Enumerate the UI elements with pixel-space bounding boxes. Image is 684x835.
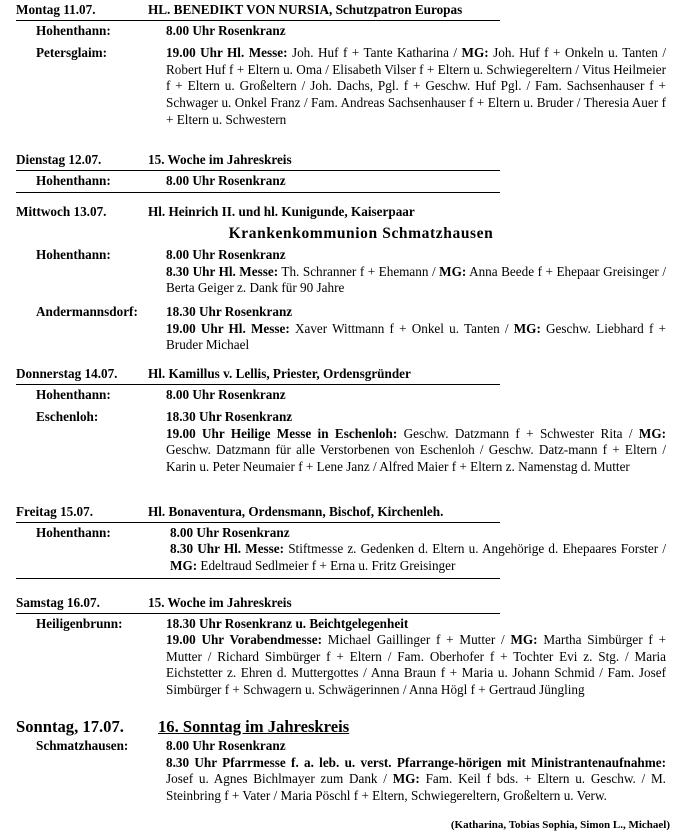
place-row: [16, 616, 666, 699]
entry-mg: MG:: [461, 45, 489, 61]
entry-time: 8.00 Uhr Rosenkranz: [166, 738, 286, 753]
place-name: Schmatzhausen:: [36, 738, 129, 753]
entry-text: Geschw. Datzmann f + Schwester Rita /: [397, 425, 639, 441]
entry-text: Fam. Keil f bds. + Eltern u. Geschw. / M. Steinbring f + Vater / Maria Pöschl f + Eltern, Schwiegereltern, Großeltern u. Verw.: [166, 771, 666, 803]
day-feast: 15. Woche im Jahreskreis: [148, 152, 292, 167]
entry-text: Martha Simbürger f + Mutter / Richard Simbürger f + Eltern / Fam. Oberhofer f + Tochter Evi z. Stg. / Maria Eichstetter z. Ehren d. Muttergottes / Anna Braun f + Maria u. Johann Schmid / Fam. Josef Simbürger f + Schwagern u. Schwägerinnen / Anna Högl f + Gertraud Jüngling: [166, 632, 667, 697]
day-header: [16, 204, 500, 222]
entry-text: Joh. Huf f + Tante Katharina /: [287, 45, 462, 61]
entry-text: Stiftmesse z. Gedenken d. Eltern u. Angehörige d. Ehepaares Forster /: [284, 541, 666, 557]
entry-time: 19.00 Uhr Hl. Messe:: [166, 45, 288, 61]
entry-time: 18.30 Uhr Rosenkranz: [166, 409, 293, 425]
entry: [166, 304, 666, 321]
entry: [166, 616, 666, 633]
entry-text: Josef u. Agnes Bichlmayer zum Dank /: [166, 771, 393, 787]
place-row: [16, 45, 666, 128]
entry: [166, 738, 666, 755]
day-feast: Hl. Kamillus v. Lellis, Priester, Ordensgründer: [148, 366, 411, 381]
place-row: [16, 173, 666, 190]
entry-mg: MG:: [439, 263, 467, 279]
day-dienstag: [16, 152, 666, 193]
day-date: Montag 11.07.: [16, 2, 96, 17]
place-entries: [166, 173, 666, 190]
day-sonntag: [16, 717, 666, 804]
entry: [166, 173, 666, 190]
place-name: Heiligenbrunn:: [36, 615, 123, 631]
day-header: [16, 504, 500, 523]
place-row: [16, 23, 666, 40]
entry-mg: MG:: [510, 632, 538, 648]
entry-text: Geschw. Liebhard f + Bruder Michael: [166, 320, 666, 353]
place-row: [16, 247, 666, 297]
entry: [166, 45, 666, 128]
place-entries: [166, 304, 666, 354]
day-montag: [16, 2, 666, 128]
day-feast: Hl. Heinrich II. und hl. Kunigunde, Kaiserpaar: [148, 204, 415, 219]
entry-text: Edeltraud Sedlmeier f + Erna u. Fritz Greisinger: [197, 557, 456, 573]
day-feast: 15. Woche im Jahreskreis: [148, 595, 292, 610]
entry-mg: MG:: [513, 320, 541, 336]
entry-text: Xaver Wittmann f + Onkel u. Tanten /: [289, 320, 514, 336]
entry-text: Anna Beede f + Ehepaar Greisinger / Berta Geiger z. Dank für 90 Jahre: [166, 263, 666, 296]
entry: [166, 321, 666, 354]
entry-mg: MG:: [170, 557, 198, 573]
place-entries: [170, 525, 666, 575]
place-row: [16, 409, 666, 475]
day-date: Sonntag, 17.07.: [16, 717, 124, 736]
entry-time: 19.00 Uhr Hl. Messe:: [166, 320, 290, 336]
day-header: [16, 595, 500, 614]
place-row: [16, 304, 666, 354]
entry-time: 8.00 Uhr Rosenkranz: [166, 172, 286, 188]
place-name: Petersglaim:: [36, 45, 108, 61]
place-name: Hohenthann:: [36, 172, 111, 188]
entry-time: 8.30 Uhr Hl. Messe:: [170, 541, 285, 557]
entry: [166, 632, 666, 698]
place-entries: [166, 738, 666, 804]
day-header: [16, 152, 500, 171]
entry: [166, 264, 666, 297]
entry-mg: MG:: [392, 771, 420, 787]
entry-mg: MG:: [638, 425, 667, 441]
day-mittwoch: [16, 204, 666, 354]
day-header: [16, 366, 500, 385]
footer-ministrant-names: (Katharina, Tobias Sophia, Simon L., Michael): [450, 819, 670, 831]
entry-time: 8.00 Uhr Rosenkranz: [166, 247, 286, 263]
entry: [166, 23, 666, 40]
entry: [170, 541, 666, 574]
entry: [166, 426, 666, 476]
day-date: Samstag 16.07.: [16, 595, 100, 610]
entry-text: Geschw. Datzmann für alle Verstorbenen von Eschenloh / Geschw. Datz-mann f + Eltern / Karin u. Peter Neumaier f + Lene Janz / Alfred Maier f + Eltern z. Namenstag d. Mutter: [166, 442, 666, 474]
place-entries: [166, 387, 666, 404]
day-donnerstag: [16, 366, 666, 476]
place-name: Hohenthann:: [36, 22, 111, 38]
entry-text: Michael Gaillinger f + Mutter /: [322, 632, 511, 648]
day-date: Mittwoch 13.07.: [16, 204, 107, 219]
entry-text: Joh. Huf f + Onkeln u. Tanten / Robert Huf f + Eltern u. Oma / Elisabeth Vilser f + Eltern u. Schwiegereltern / Vitus Heilmeier f + Eltern u. Großeltern / Joh. Dachs, Pgl. f + Geschw. Huf Pgl. / Fam. Sachsenhauser f + Schwager u. Onkel Franz / Fam. Andreas Sachsenhauser f + Eltern u. Bruder / Theresia Auer f + Eltern u. Schwestern: [166, 45, 666, 127]
entry-time: 19.00 Uhr Heilige Messe in Eschenloh:: [166, 425, 398, 441]
day-date: Freitag 15.07.: [16, 504, 94, 519]
banner-krankenkommunion: Krankenkommunion Schmatzhausen: [228, 224, 494, 242]
place-row: [16, 738, 666, 804]
day-samstag: [16, 595, 666, 699]
place-entries: [166, 23, 666, 40]
place-entries: [166, 409, 666, 475]
place-name: Hohenthann:: [36, 386, 111, 402]
entry-time: 8.30 Uhr Pfarrmesse f. a. leb. u. verst. Pfarrange-hörigen mit Ministrantenaufnahme:: [166, 754, 666, 770]
entry-time: 8.30 Uhr Hl. Messe:: [166, 263, 279, 279]
place-name: Andermannsdorf:: [36, 303, 138, 319]
entry: [166, 755, 666, 805]
divider: [16, 192, 500, 193]
day-freitag: [16, 504, 666, 579]
place-name: Hohenthann:: [36, 524, 111, 540]
place-name: Hohenthann:: [36, 247, 111, 263]
day-date: Dienstag 12.07.: [16, 152, 102, 167]
place-entries: [166, 616, 666, 699]
entry-time: 8.00 Uhr Rosenkranz: [166, 386, 286, 402]
day-header: [16, 717, 378, 738]
place-name: Eschenloh:: [36, 409, 99, 425]
place-row: [16, 387, 666, 404]
entry-time: 8.00 Uhr Rosenkranz: [166, 22, 286, 38]
entry: [170, 525, 666, 542]
day-feast: Hl. Bonaventura, Ordensmann, Bischof, Kirchenleh.: [148, 504, 444, 519]
entry-time: 18.30 Uhr Rosenkranz: [166, 303, 293, 319]
divider: [16, 578, 500, 579]
entry: [166, 247, 666, 264]
entry-text: Th. Schranner f + Ehemann /: [278, 263, 440, 279]
place-entries: [166, 247, 666, 297]
entry-time: 8.00 Uhr Rosenkranz: [170, 524, 290, 540]
day-header: [16, 2, 500, 21]
entry-time: 19.00 Uhr Vorabendmesse:: [166, 632, 323, 648]
entry: [166, 409, 666, 426]
day-date: Donnerstag 14.07.: [16, 366, 118, 381]
place-row: [16, 525, 666, 575]
place-entries: [166, 45, 666, 128]
entry-time: 18.30 Uhr Rosenkranz u. Beichtgelegenheit: [166, 615, 409, 631]
day-feast: 16. Sonntag im Jahreskreis: [158, 717, 350, 736]
entry: [166, 387, 666, 404]
day-feast: HL. BENEDIKT VON NURSIA, Schutzpatron Europas: [148, 2, 463, 17]
